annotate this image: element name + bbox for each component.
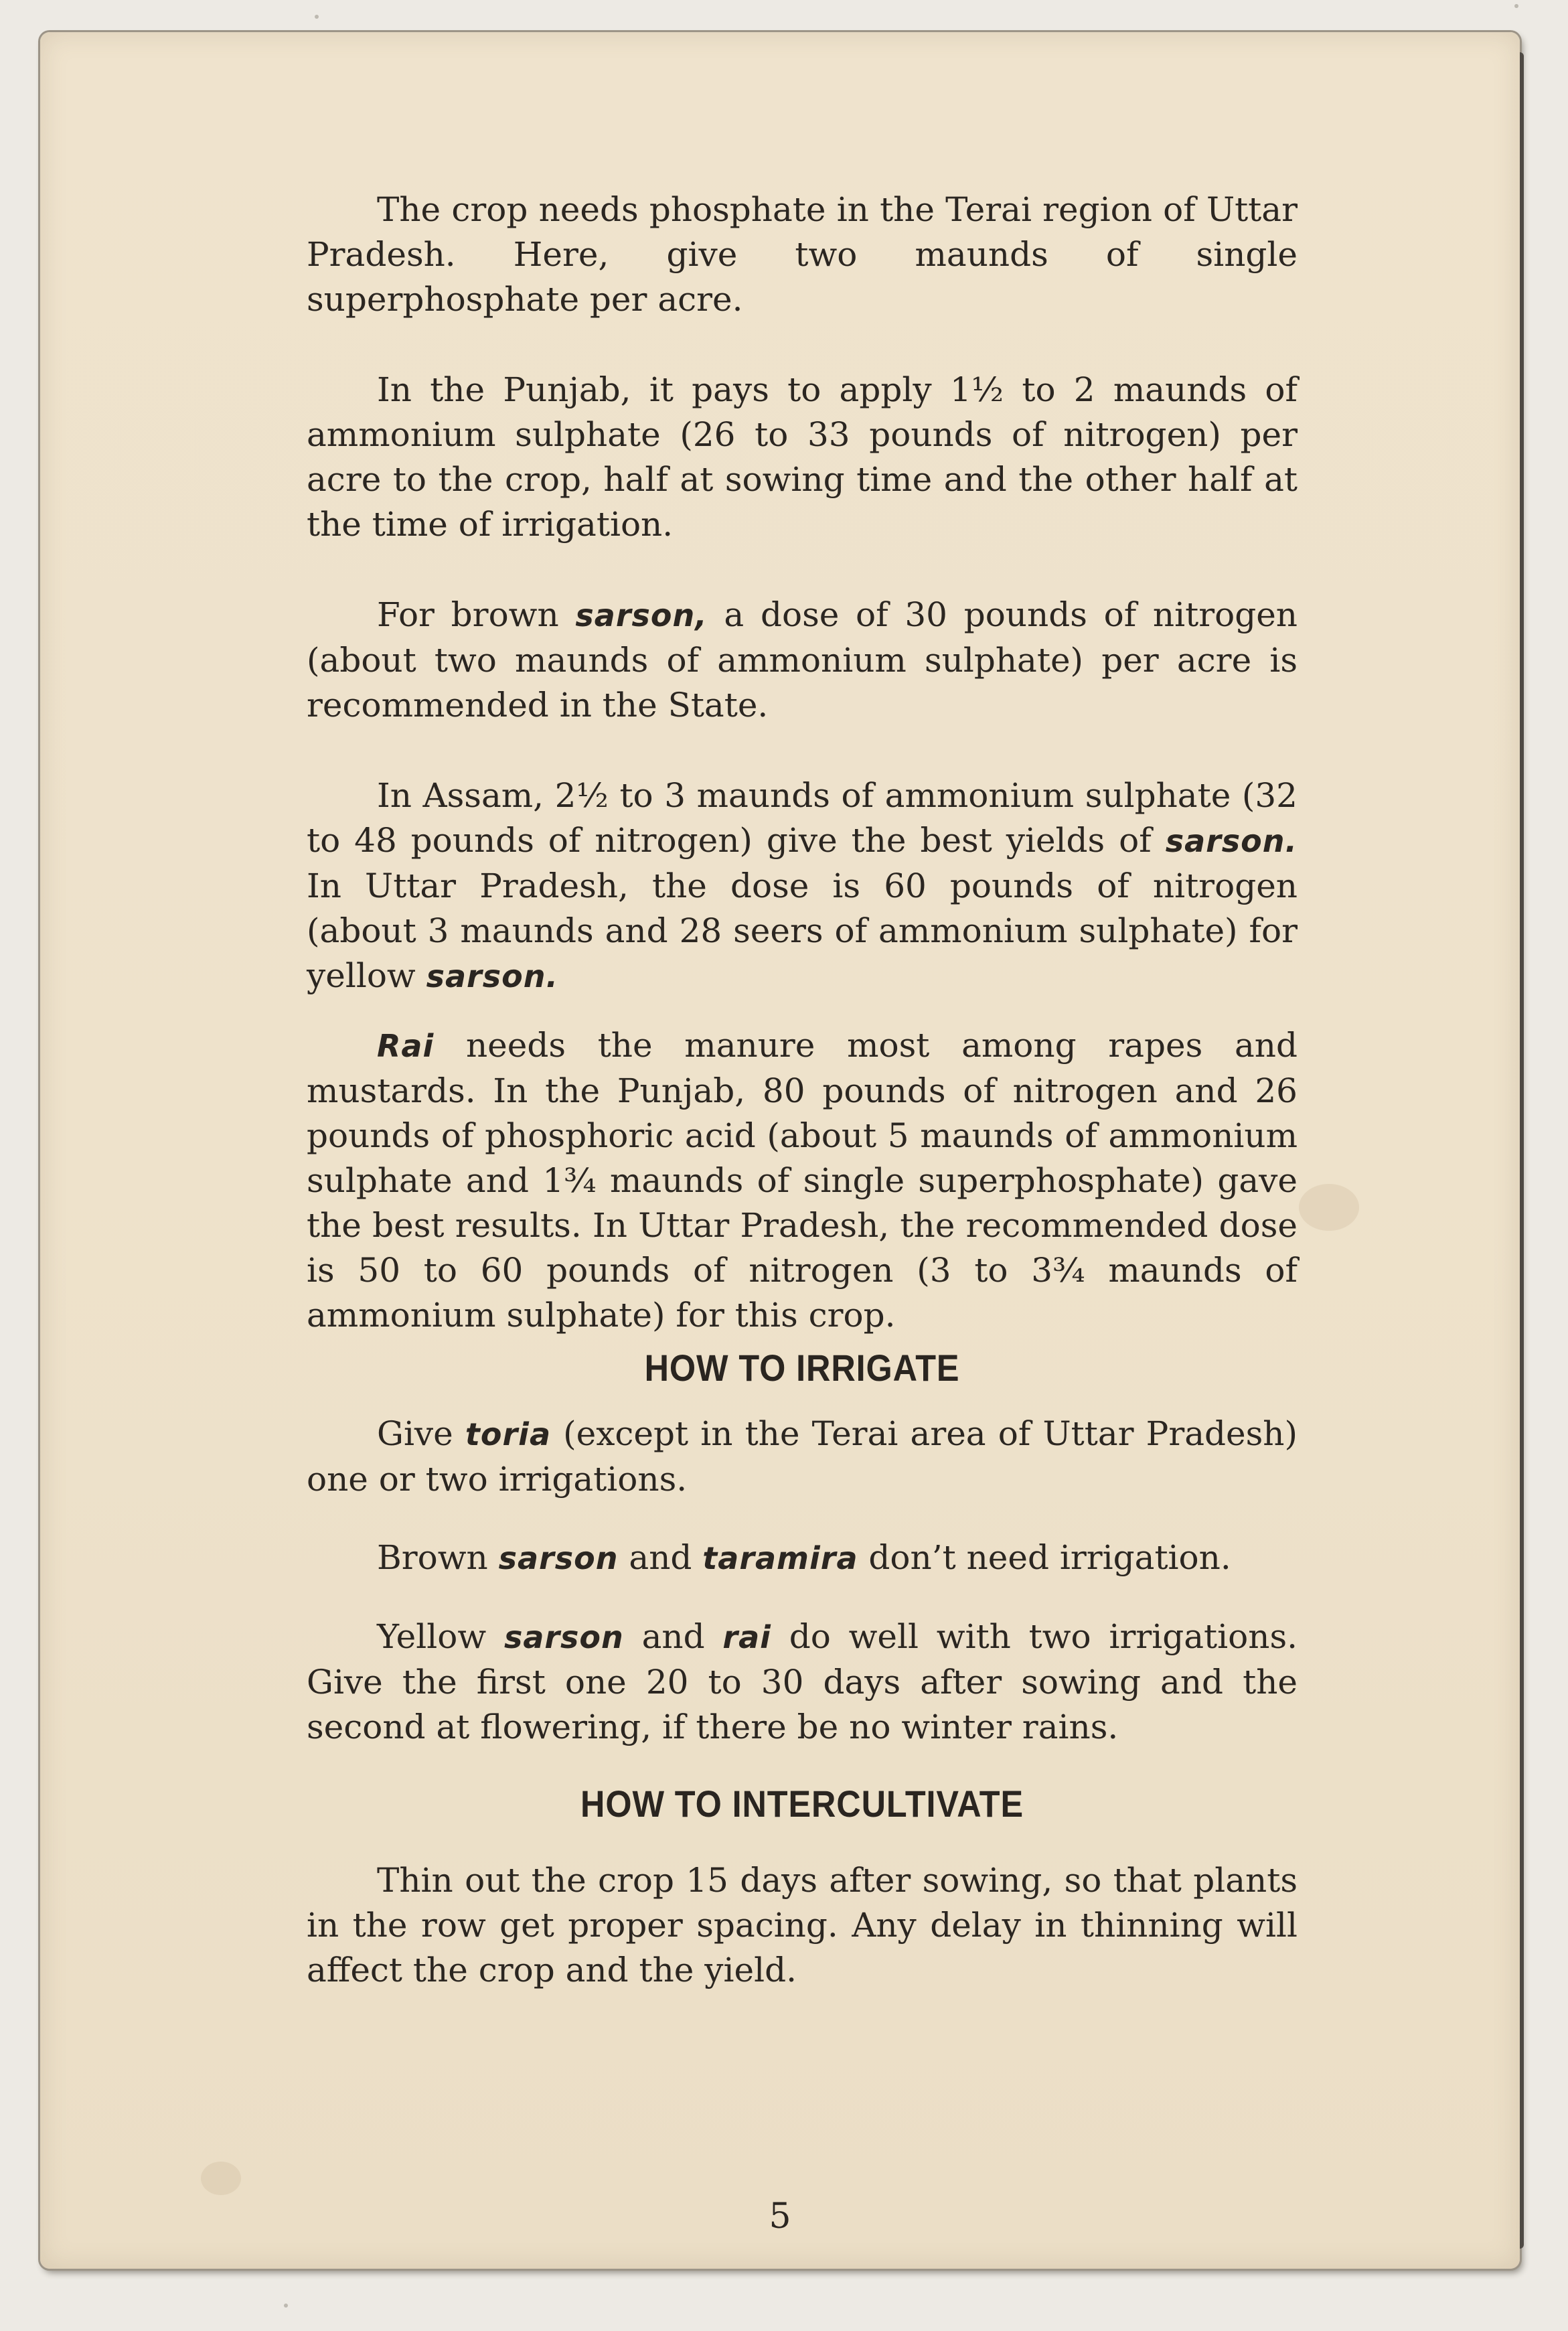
text-run: do well with two irrigations. Give the first one 20 to 30 days after sowing and the second at flowering, if there be no winter rains. xyxy=(307,1617,1298,1746)
text-run: In Uttar Pradesh, the dose is 60 pounds of nitrogen (about 3 maunds and 28 seers of ammonium sulphate) for yellow xyxy=(307,867,1298,995)
crop-name-term: taramira xyxy=(702,1540,858,1576)
paragraph-brown-sarson-taramira xyxy=(307,1535,1298,1581)
text-run: Give xyxy=(377,1414,465,1453)
paragraph-assam-sarson xyxy=(307,773,1298,999)
text-run: a dose of 30 pounds of nitrogen (about two maunds of ammonium sulphate) per acre is recommended in the State. xyxy=(307,595,1298,725)
book-page xyxy=(40,32,1520,2269)
paragraph-terai-phosphate: The crop needs phosphate in the Terai region of Uttar Pradesh. Here, give two maunds of single superphosphate per acre. xyxy=(307,190,1298,319)
text-run: and xyxy=(618,1538,703,1577)
crop-name-term: sarson xyxy=(503,1619,624,1655)
backdrop-speck xyxy=(315,15,319,19)
text-run: In Assam, 2½ to 3 maunds of ammonium sulphate (32 to 48 pounds of nitrogen) give the best yields of xyxy=(307,776,1298,860)
crop-name-term: rai xyxy=(722,1619,771,1655)
text-run: don’t need irrigation. xyxy=(858,1538,1231,1577)
text-run: needs the manure most among rapes and mustards. In the Punjab, 80 pounds of nitrogen and 26 pounds of phosphoric acid (about 5 maunds of ammonium sulphate and 1¾ maunds of single superphosphate) gave the best results. In Uttar Pradesh, the recommended dose is 50 to 60 pounds of nitrogen (3 to 3¾ maunds of ammonium sulphate) for this crop. xyxy=(307,1026,1298,1335)
section-heading-irrigate: HOW TO IRRIGATE xyxy=(644,1347,960,1389)
paper-stain xyxy=(201,2162,241,2195)
text-run: (except in the Terai area of Uttar Pradesh) one or two irrigations. xyxy=(307,1414,1298,1499)
backdrop-speck xyxy=(1514,4,1518,8)
crop-name-term: toria xyxy=(465,1416,551,1452)
crop-name-term: Rai xyxy=(377,1028,435,1064)
page-body xyxy=(307,187,1298,1993)
crop-name-term: sarson. xyxy=(1165,823,1298,859)
crop-name-term: sarson. xyxy=(426,958,558,994)
text-run: Yellow xyxy=(377,1617,504,1656)
section-heading-intercultivate: HOW TO INTERCULTIVATE xyxy=(580,1783,1024,1825)
paragraph-yellow-sarson-rai xyxy=(307,1614,1298,1750)
text-run: For brown xyxy=(377,595,576,634)
paragraph-toria-irrigation xyxy=(307,1412,1298,1502)
paragraph-punjab-ammonium: In the Punjab, it pays to apply 1½ to 2 maunds of ammonium sulphate (26 to 33 pounds of nitrogen) per acre to the crop, half at sowing time and the other half at the time of irrigation. xyxy=(307,370,1298,544)
backdrop-speck xyxy=(284,2304,288,2308)
paragraph-brown-sarson xyxy=(307,593,1298,728)
paragraph-rai-manure xyxy=(307,1023,1298,1338)
crop-name-term: sarson xyxy=(498,1540,619,1576)
paper-stain xyxy=(1299,1184,1359,1231)
crop-name-term: sarson, xyxy=(575,597,708,633)
page-number: 5 xyxy=(769,2196,791,2237)
text-run: and xyxy=(623,1617,723,1656)
text-run: Brown xyxy=(377,1538,499,1577)
paragraph-thinning: Thin out the crop 15 days after sowing, so that plants in the row get proper spacing. Any delay in thinning will affect the crop and the yield. xyxy=(307,1861,1298,1989)
